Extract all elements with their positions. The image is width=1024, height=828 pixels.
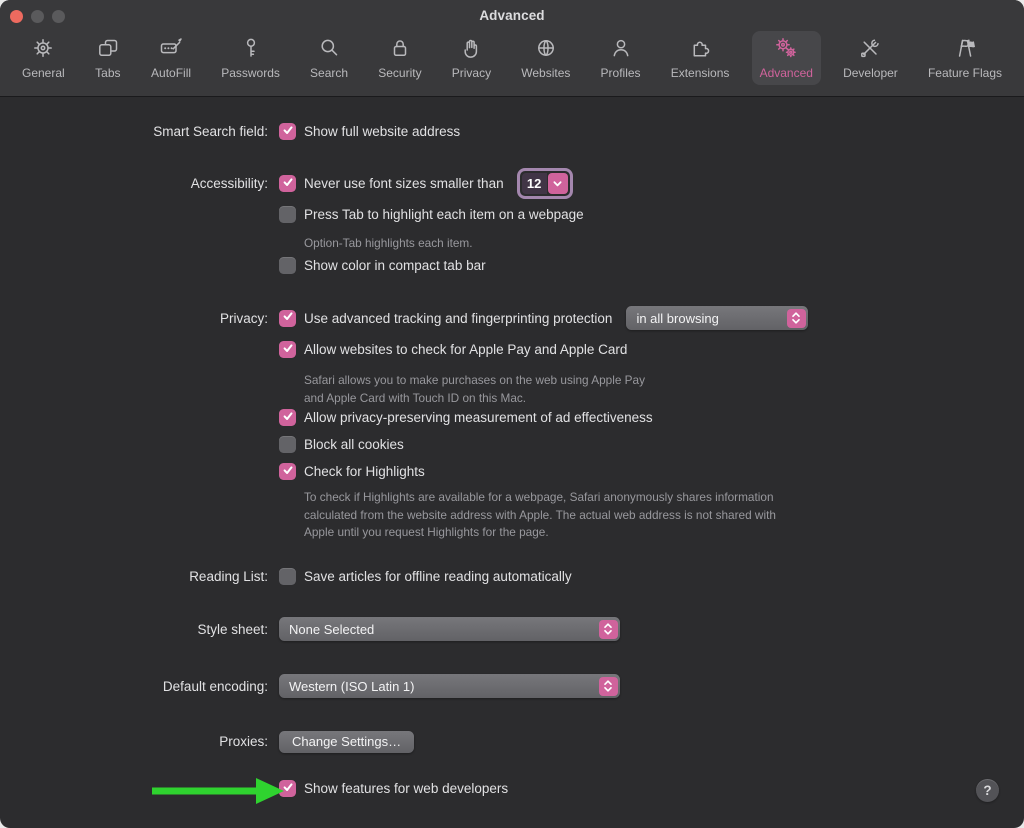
tab-search[interactable]: [302, 31, 356, 85]
tab-label: Passwords: [221, 66, 280, 80]
tab-label: Extensions: [670, 66, 730, 80]
check-icon: [282, 123, 294, 141]
tab-label: Profiles: [600, 66, 641, 80]
checkbox-label: Show features for web developers: [304, 781, 509, 796]
tab-label: Privacy: [451, 66, 492, 80]
apple-pay-hint: Safari allows you to make purchases on the web using Apple Pay and Apple Card with Touch ID on this Mac.: [304, 373, 645, 405]
check-icon: [282, 409, 294, 427]
tab-general[interactable]: [14, 31, 73, 85]
window-title: Advanced: [479, 8, 545, 23]
min-font-checkbox[interactable]: [279, 175, 296, 192]
globe-icon: [533, 35, 559, 64]
tabs-icon: [95, 35, 121, 64]
tab-privacy[interactable]: [444, 31, 499, 85]
smart-search-row: [0, 123, 460, 140]
ad-measurement-row: [0, 409, 653, 426]
smart-search-label: Smart Search field:: [153, 124, 268, 139]
privacy-label: Privacy:: [219, 310, 268, 326]
tab-label: Websites: [521, 66, 571, 80]
style-sheet-select[interactable]: [279, 617, 620, 641]
help-button[interactable]: [976, 779, 999, 802]
hand-icon: [458, 35, 484, 64]
tab-tabs[interactable]: [87, 31, 129, 85]
min-font-size-stepper[interactable]: [517, 168, 573, 199]
chevron-up-down-icon: [787, 309, 806, 328]
tab-security[interactable]: [370, 31, 429, 85]
tab-label: General: [22, 66, 65, 80]
tab-label: AutoFill: [151, 66, 192, 80]
compact-tab-color-checkbox[interactable]: [279, 257, 296, 274]
check-icon: [282, 175, 294, 193]
style-sheet-label: Style sheet:: [197, 621, 268, 637]
compact-tab-row: [0, 257, 486, 274]
lock-icon: [387, 35, 413, 64]
block-cookies-row: [0, 436, 404, 453]
accessibility-label: Accessibility:: [190, 176, 268, 191]
checkbox-label: Allow privacy-preserving measurement of ad effectiveness: [304, 410, 653, 425]
check-icon: [282, 463, 294, 481]
select-value: None Selected: [289, 621, 375, 637]
gears-icon: [773, 35, 799, 64]
check-icon: [282, 309, 294, 327]
key-icon: [238, 35, 264, 64]
person-icon: [608, 35, 634, 64]
window-header: [0, 0, 1024, 97]
ad-measurement-checkbox[interactable]: [279, 409, 296, 426]
chevron-down-icon[interactable]: [548, 173, 568, 194]
tab-label: Developer: [843, 66, 898, 80]
tab-label: Feature Flags: [927, 66, 1002, 80]
chevron-up-down-icon: [599, 620, 618, 639]
tab-passwords[interactable]: [213, 31, 288, 85]
default-encoding-label: Default encoding:: [162, 678, 268, 694]
checkbox-label: Press Tab to highlight each item on a webpage: [304, 207, 584, 222]
block-cookies-checkbox[interactable]: [279, 436, 296, 453]
tab-extensions[interactable]: [663, 31, 738, 85]
tab-profiles[interactable]: [593, 31, 649, 85]
checkbox-label: Allow websites to check for Apple Pay and Apple Card: [304, 342, 628, 357]
question-mark-icon: ?: [983, 783, 992, 798]
press-tab-hint: Option-Tab highlights each item.: [304, 236, 473, 250]
change-settings-button[interactable]: Change Settings…: [279, 731, 414, 753]
style-sheet-row: [0, 617, 620, 641]
reading-list-row: [0, 568, 572, 585]
offline-reading-checkbox[interactable]: [279, 568, 296, 585]
gear-icon: [30, 35, 56, 64]
checkbox-label: Never use font sizes smaller than: [304, 176, 504, 191]
tracking-scope-select[interactable]: [626, 306, 808, 330]
tracking-protection-checkbox[interactable]: [279, 310, 296, 327]
checkbox-label: Show full website address: [304, 124, 461, 139]
highlights-checkbox[interactable]: [279, 463, 296, 480]
close-button[interactable]: [10, 10, 23, 23]
titlebar: [0, 0, 1024, 28]
default-encoding-row: [0, 674, 620, 698]
checkbox-label: Save articles for offline reading automatically: [304, 569, 572, 584]
tab-developer[interactable]: [835, 31, 906, 85]
checkbox-label: Check for Highlights: [304, 464, 425, 479]
annotation-arrow-icon: [148, 774, 288, 813]
checkbox-label: Show color in compact tab bar: [304, 258, 486, 273]
press-tab-checkbox[interactable]: [279, 206, 296, 223]
show-full-address-checkbox[interactable]: [279, 123, 296, 140]
select-value: Western (ISO Latin 1): [289, 678, 415, 694]
highlights-hint: To check if Highlights are available for a webpage, Safari anonymously shares information calculated from the website address with Apple. The actual web address is not shared with Apple until you request Highlights for the page.: [304, 490, 776, 539]
settings-toolbar: [0, 28, 1024, 85]
chevron-up-down-icon: [599, 677, 618, 696]
tab-label: Tabs: [95, 66, 121, 80]
privacy-tracking-row: [0, 305, 808, 331]
proxies-label: Proxies:: [219, 734, 268, 749]
traffic-lights: [10, 10, 65, 23]
highlights-row: [0, 463, 425, 480]
minimize-button[interactable]: [31, 10, 44, 23]
apple-pay-row: [0, 341, 627, 358]
tab-label: Search: [310, 66, 349, 80]
checkbox-label: Use advanced tracking and fingerprinting protection: [304, 310, 613, 326]
zoom-button[interactable]: [52, 10, 65, 23]
checkbox-label: Block all cookies: [304, 437, 404, 452]
tab-advanced[interactable]: [752, 31, 821, 85]
tools-icon: [857, 35, 883, 64]
puzzle-icon: [687, 35, 713, 64]
tab-label: Security: [378, 66, 422, 80]
press-tab-row: [0, 206, 584, 223]
default-encoding-select[interactable]: [279, 674, 620, 698]
tab-autofill[interactable]: [143, 31, 199, 85]
tab-feature-flags[interactable]: [920, 31, 1010, 85]
flags-icon: [952, 35, 978, 64]
min-font-size-value: 12: [522, 173, 547, 194]
tab-label: Advanced: [759, 66, 813, 80]
proxies-row: [0, 730, 414, 753]
apple-pay-checkbox[interactable]: [279, 341, 296, 358]
select-value: in all browsing: [636, 310, 719, 326]
tab-websites[interactable]: [513, 31, 578, 85]
accessibility-min-font-row: [0, 168, 573, 199]
autofill-icon: [158, 35, 184, 64]
magnifier-icon: [316, 35, 342, 64]
reading-list-label: Reading List:: [189, 569, 268, 584]
check-icon: [282, 341, 294, 359]
